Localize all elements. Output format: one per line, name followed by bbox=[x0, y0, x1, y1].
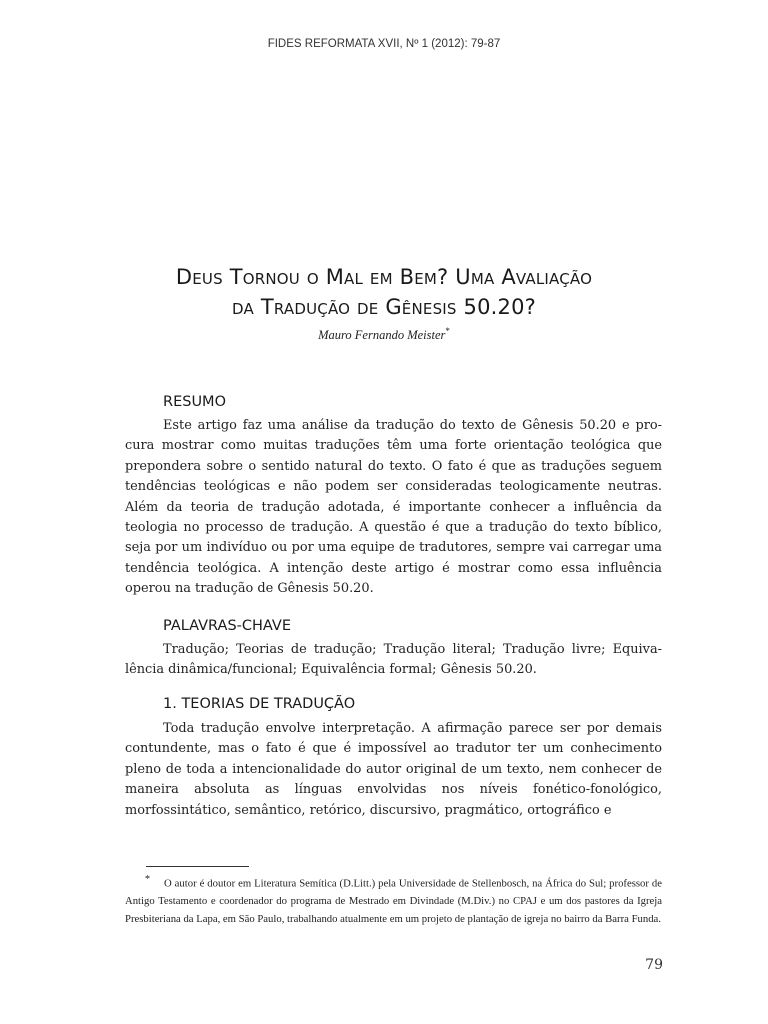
title-line-1: Deus Tornou o Mal em Bem? Uma Avaliação bbox=[175, 265, 593, 289]
keywords-text: Tradução; Teorias de tradução; Tradução literal; Tradução livre; Equivalência dinâmica/funcional; Equivalência formal; Gênesis 50.20. bbox=[125, 642, 662, 678]
title-line-2: da Tradução de Gênesis 50.20? bbox=[232, 295, 536, 319]
author-line bbox=[0, 326, 768, 343]
section-1-text: Toda tradução envolve interpretação. A afirmação parece ser por demais contundente, mas o fato é que é impossível ao tradutor ter um conhecimento pleno de toda a intencionalidade do autor original de um texto, nem conhecer de maneira absoluta as línguas envolvidas nos níveis fonético-fonológico, morfossintático, semântico, retórico, discursivo, pragmático, ortográfico e bbox=[125, 721, 662, 818]
article-title bbox=[100, 262, 668, 322]
footnote bbox=[125, 871, 662, 928]
journal-header: FIDES REFORMATA XVII, Nº 1 (2012): 79-87 bbox=[267, 38, 501, 50]
footnote-marker: * bbox=[145, 874, 150, 885]
section-1-heading: 1. TEORIAS DE TRADUÇÃO bbox=[163, 696, 356, 712]
author-footnote-marker: * bbox=[445, 326, 450, 336]
keywords-heading: PALAVRAS-CHAVE bbox=[163, 618, 292, 634]
page-number: 79 bbox=[645, 957, 663, 973]
abstract-heading: RESUMO bbox=[163, 394, 226, 410]
author-name: Mauro Fernando Meister bbox=[318, 328, 446, 343]
footnote-rule bbox=[146, 866, 249, 867]
footnote-text: O autor é doutor em Literatura Semítica (D.Litt.) pela Universidade de Stellenbosch, na África do Sul; professor de Antigo Testamento e coordenador do programa de Mestrado em Divindade (M.Div.) no CPAJ e um dos pastores da Igreja Presbiteriana da Lapa, em São Paulo, trabalhando atualmente em um projeto de plantação de igreja no bairro da Barra Funda. bbox=[125, 877, 662, 925]
abstract-text: Este artigo faz uma análise da tradução do texto de Gênesis 50.20 e procura mostrar como muitas traduções têm uma forte orientação teológica que prepondera sobre o sentido natural do texto. O fato é que as traduções seguem tendências teológicas e não podem ser consideradas teologicamente neutras. Além da teoria de tradução adotada, é importante conhecer a influência da teologia no processo de tradução. A questão é que a tradução do texto bíblico, seja por um indivíduo ou por uma equipe de tradutores, sempre vai carregar uma tendência teológica. A intenção deste artigo é mostrar como essa influência operou na tradução de Gênesis 50.20. bbox=[125, 418, 662, 597]
